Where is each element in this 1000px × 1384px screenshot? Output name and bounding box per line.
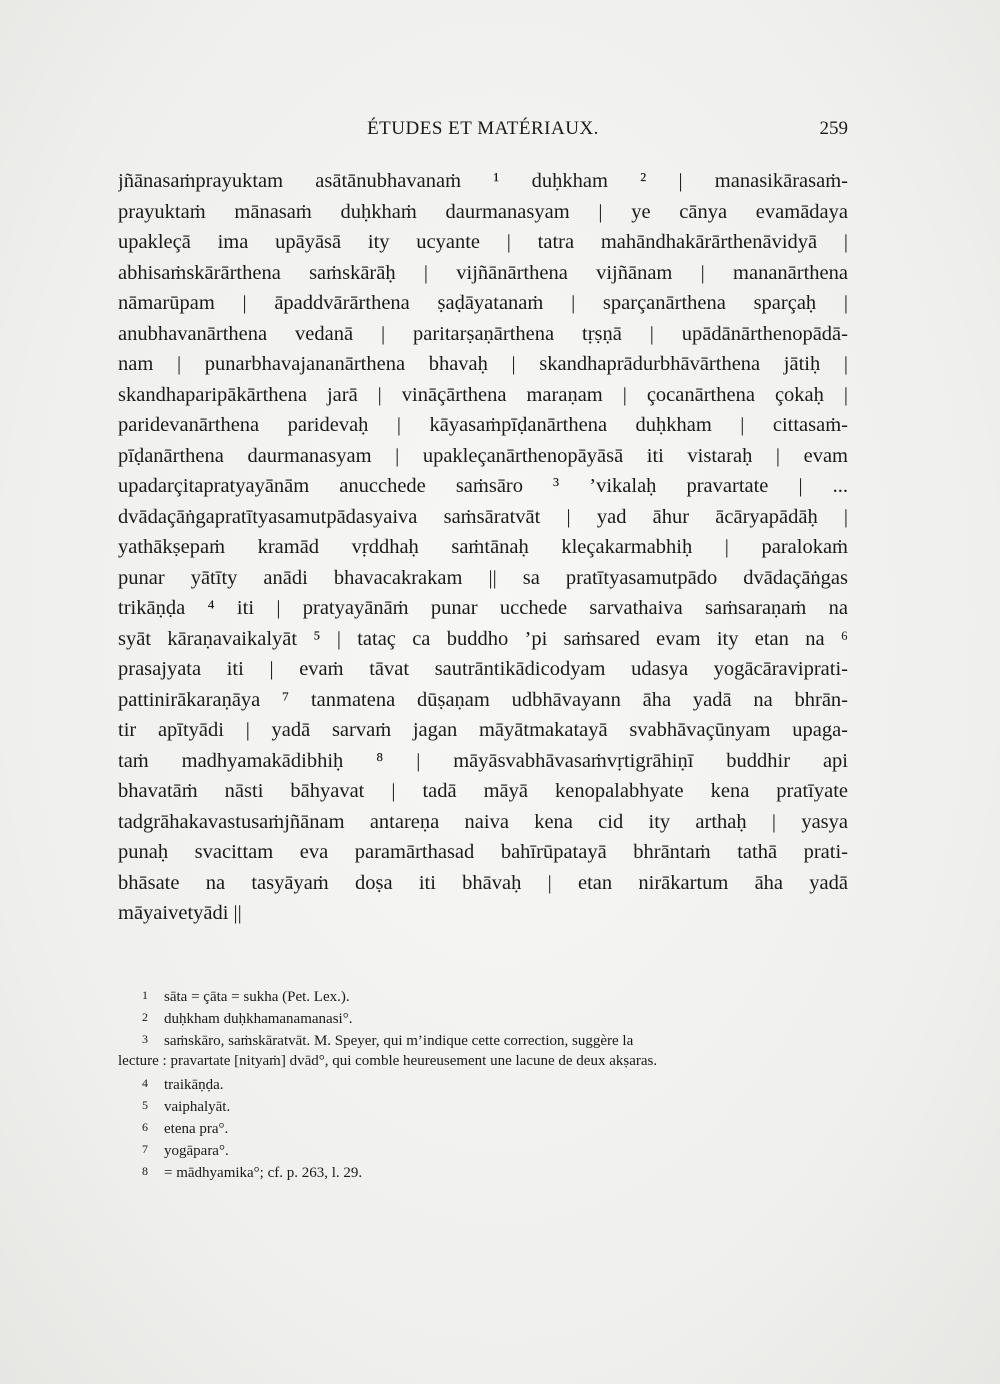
footnote [118, 1072, 848, 1094]
footnote-number: 2 [142, 1010, 148, 1024]
footnote-text: vaiphalyāt. [164, 1099, 231, 1115]
footnote-number: 1 [142, 988, 148, 1002]
footnote-number: 5 [142, 1098, 148, 1112]
footnote-number: 8 [142, 1164, 148, 1178]
text-line: upadarçitapratyayānām anucchede saṁsāro ³ ’vikalaḥ pravartate | ... [118, 475, 848, 497]
footnote-text: sāta = çāta = sukha (Pet. Lex.). [164, 989, 350, 1005]
footnote-text: lecture : pravartate [nityaṁ] dvād°, qui comble heureusement une lacune de deux akṣaras. [118, 1053, 658, 1069]
text-line: jñānasaṁprayuktam asātānubhavanaṁ ¹ duḥkham ² | manasikārasaṁ- [118, 170, 848, 192]
main-text [118, 166, 848, 929]
running-header [118, 118, 848, 148]
text-line: abhisaṁskārārthena saṁskārāḥ | vijñānārthena vijñānam | mananārthena [118, 261, 848, 284]
footnote-text: duḥkham duḥkhamanamanasi°. [164, 1011, 353, 1027]
text-line: trikāṇḍa ⁴ iti | pratyayānāṁ punar ucchede sarvathaiva saṁsaraṇaṁ na [118, 597, 848, 619]
footnote [118, 1028, 848, 1050]
text-line: tir apītyādi | yadā sarvaṁ jagan māyātmakatayā svabhāvaçūnyam upaga- [118, 719, 848, 741]
footnote [118, 1160, 848, 1182]
footnote-number: 3 [142, 1032, 148, 1046]
footnote-text: traikāṇḍa. [164, 1077, 224, 1093]
text-line: pīḍanārthena daurmanasyam | upakleçanārthenopāyāsā iti vistaraḥ | evam [118, 444, 848, 467]
text-line: upakleçā ima upāyāsā ity ucyante | tatra mahāndhakārārthenāvidyā | [118, 231, 848, 253]
text-line: punar yātīty anādi bhavacakrakam || sa pratītyasamutpādo dvādaçāṅgas [118, 566, 848, 589]
footnote-continuation [118, 1050, 848, 1072]
footnote-number: 7 [142, 1142, 148, 1156]
footnote-number: 6 [142, 1120, 148, 1134]
footnote [118, 1138, 848, 1160]
text-line: nam | punarbhavajananārthena bhavaḥ | skandhaprādurbhāvārthena jātiḥ | [118, 353, 848, 375]
footnote-text: yogāpara°. [164, 1143, 229, 1159]
text-line: nāmarūpam | āpaddvārārthena ṣaḍāyatanaṁ | sparçanārthena sparçaḥ | [118, 292, 848, 314]
text-line: syāt kāraṇavaikalyāt ⁵ | tataç ca buddho ’pi saṁsared evam ity etan na ⁶ [118, 627, 848, 650]
footnotes [118, 984, 848, 1182]
footnote [118, 984, 848, 1006]
text-line: paridevanārthena paridevaḥ | kāyasaṁpīḍanārthena duḥkham | cittasaṁ- [118, 414, 848, 436]
footnote-text: saṁskāro, saṁskāratvāt. M. Speyer, qui m’indique cette correction, suggère la [164, 1033, 634, 1049]
footnote-text: = mādhyamika°; cf. p. 263, l. 29. [164, 1165, 363, 1181]
running-title: ÉTUDES ET MATÉRIAUX. [367, 118, 599, 139]
text-line: māyaivetyādi || [118, 902, 242, 924]
text-line: anubhavanārthena vedanā | paritarṣaṇārthena tṛṣṇā | upādānārthenopādā- [118, 322, 848, 345]
text-line: punaḥ svacittam eva paramārthasad bahīrūpatayā bhrāntaṁ tathā prati- [118, 841, 848, 863]
page-number: 259 [819, 118, 848, 139]
footnote [118, 1006, 848, 1028]
text-line: yathākṣepaṁ kramād vṛddhaḥ saṁtānaḥ kleçakarmabhiḥ | paralokaṁ [118, 536, 848, 558]
text-line: tadgrāhakavastusaṁjñānam antareṇa naiva kena cid ity arthaḥ | yasya [118, 810, 848, 833]
text-line: bhavatāṁ nāsti bāhyavat | tadā māyā kenopalabhyate kena pratīyate [118, 780, 848, 802]
text-line: pattinirākaraṇāya ⁷ tanmatena dūṣaṇam udbhāvayann āha yadā na bhrān- [118, 688, 848, 711]
footnote-number: 4 [142, 1076, 148, 1090]
text-line: prayuktaṁ mānasaṁ duḥkhaṁ daurmanasyam | ye cānya evamādaya [118, 200, 848, 223]
text-line: bhāsate na tasyāyaṁ doṣa iti bhāvaḥ | etan nirākartum āha yadā [118, 871, 848, 894]
text-line: dvādaçāṅgapratītyasamutpādasyaiva saṁsāratvāt | yad āhur ācāryapādāḥ | [118, 505, 848, 528]
footnote [118, 1094, 848, 1116]
text-line: skandhaparipākārthena jarā | vināçārthena maraṇam | çocanārthena çokaḥ | [118, 383, 848, 406]
footnote-text: etena pra°. [164, 1121, 229, 1137]
text-line: prasajyata iti | evaṁ tāvat sautrāntikādicodyam udasya yogācāraviprati- [118, 658, 848, 680]
footnote [118, 1116, 848, 1138]
text-line: taṁ madhyamakādibhiḥ ⁸ | māyāsvabhāvasaṁvṛtigrāhiṇī buddhir api [118, 749, 848, 772]
